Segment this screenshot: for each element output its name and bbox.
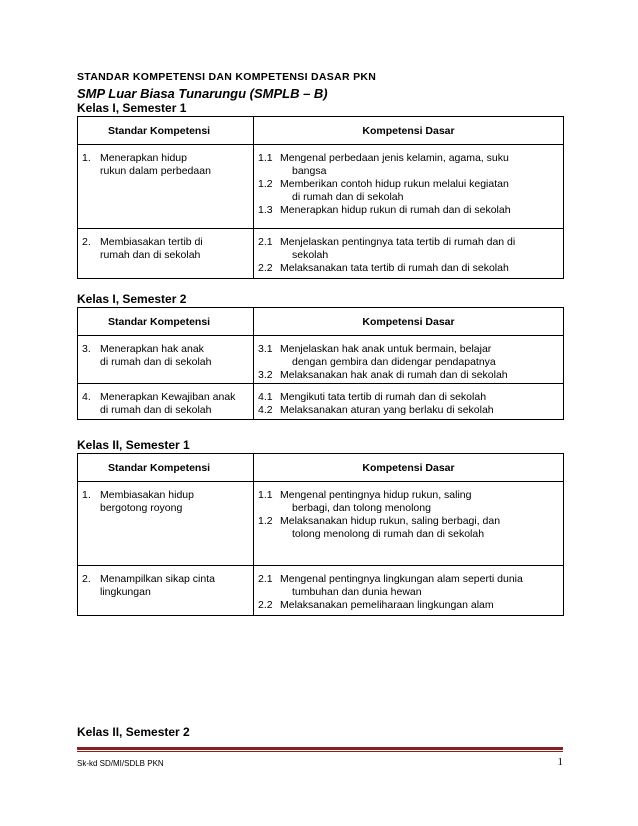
competency-table: [77, 116, 564, 279]
kd-text: Menjelaskan hak anak untuk bermain, belajar: [280, 343, 492, 355]
kd-indent: [258, 502, 280, 515]
table-header-row: [78, 117, 564, 145]
sk-indent: [82, 249, 100, 262]
sk-text: Menerapkan hidup: [100, 152, 187, 164]
table-row: [78, 384, 564, 420]
document-subtitle: SMP Luar Biasa Tunarungu (SMPLB – B): [77, 86, 328, 101]
sk-number: 1.: [82, 152, 91, 164]
section-heading: Kelas I, Semester 2: [77, 292, 187, 306]
kd-text: tolong menolong di rumah dan di sekolah: [292, 528, 485, 540]
kd-number: 2.1: [258, 573, 273, 585]
sk-text: di rumah dan di sekolah: [100, 356, 212, 368]
sk-text: Menampilkan sikap cinta: [100, 573, 215, 585]
kompetensi-dasar-cell: [254, 145, 564, 229]
competency-table: [77, 307, 564, 420]
kd-text: Menerapkan hidup rukun di rumah dan di sekolah: [280, 204, 511, 216]
kompetensi-dasar-cell: [254, 566, 564, 616]
kd-number: 1.2: [258, 178, 273, 190]
column-header-standar-kompetensi: Standar Kompetensi: [78, 308, 254, 336]
footer-divider: [77, 747, 563, 750]
column-header-kompetensi-dasar: Kompetensi Dasar: [254, 308, 564, 336]
sk-indent: [82, 502, 100, 515]
sk-text: rumah dan di sekolah: [100, 249, 201, 261]
kompetensi-dasar-cell: [254, 229, 564, 279]
sk-indent: [82, 586, 100, 599]
kd-text: bangsa: [292, 165, 327, 177]
kd-text: Melaksanakan hidup rukun, saling berbagi, dan: [280, 515, 501, 527]
kd-text: di rumah dan di sekolah: [292, 191, 404, 203]
kd-text: Menjelaskan pentingnya tata tertib di rumah dan di: [280, 236, 516, 248]
kd-indent: [258, 165, 280, 178]
kd-text: Memberikan contoh hidup rukun melalui kegiatan: [280, 178, 509, 190]
table-row: [78, 336, 564, 384]
kd-number: 1.1: [258, 152, 273, 164]
sk-text: Membiasakan hidup: [100, 489, 194, 501]
kd-indent: [258, 356, 280, 369]
sk-indent: [82, 404, 100, 417]
section-heading: Kelas I, Semester 1: [77, 101, 187, 115]
sk-text: bergotong royong: [100, 502, 183, 514]
table-row: [78, 566, 564, 616]
kd-text: Melaksanakan pemeliharaan lingkungan alam: [280, 599, 494, 611]
standar-kompetensi-cell: [78, 482, 254, 566]
sk-number: 2.: [82, 236, 91, 248]
sk-text: di rumah dan di sekolah: [100, 404, 212, 416]
kd-indent: [258, 249, 280, 262]
sk-text: Menerapkan Kewajiban anak: [100, 391, 236, 403]
kd-number: 2.2: [258, 599, 273, 611]
kd-number: 1.3: [258, 204, 273, 216]
kd-indent: [258, 528, 280, 541]
footer-label: Sk-kd SD/MI/SDLB PKN: [77, 759, 164, 768]
footer-divider-thin: [77, 751, 563, 752]
kd-text: tumbuhan dan dunia hewan: [292, 586, 422, 598]
sk-number: 1.: [82, 489, 91, 501]
kd-number: 4.1: [258, 391, 273, 403]
sk-text: Menerapkan hak anak: [100, 343, 204, 355]
sk-indent: [82, 165, 100, 178]
section-heading: Kelas II, Semester 1: [77, 438, 190, 452]
sk-text: rukun dalam perbedaan: [100, 165, 211, 177]
kd-text: Mengenal pentingnya hidup rukun, saling: [280, 489, 472, 501]
table-row: [78, 482, 564, 566]
kd-number: 2.2: [258, 262, 273, 274]
kd-number: 4.2: [258, 404, 273, 416]
kd-number: 3.2: [258, 369, 273, 381]
kd-text: Mengikuti tata tertib di rumah dan di sekolah: [280, 391, 487, 403]
kd-number: 3.1: [258, 343, 273, 355]
kd-number: 2.1: [258, 236, 273, 248]
section-heading-kelas-2-semester-2: Kelas II, Semester 2: [77, 725, 190, 739]
kd-text: Melaksanakan hak anak di rumah dan di sekolah: [280, 369, 508, 381]
kd-text: Melaksanakan aturan yang berlaku di sekolah: [280, 404, 494, 416]
competency-table: [77, 453, 564, 616]
kompetensi-dasar-cell: [254, 384, 564, 420]
standar-kompetensi-cell: [78, 566, 254, 616]
standar-kompetensi-cell: [78, 336, 254, 384]
table-row: [78, 229, 564, 279]
sk-number: 3.: [82, 343, 91, 355]
kd-text: Mengenal perbedaan jenis kelamin, agama, suku: [280, 152, 509, 164]
sk-text: lingkungan: [100, 586, 151, 598]
kd-indent: [258, 586, 280, 599]
kompetensi-dasar-cell: [254, 482, 564, 566]
table-header-row: [78, 454, 564, 482]
kompetensi-dasar-cell: [254, 336, 564, 384]
column-header-standar-kompetensi: Standar Kompetensi: [78, 454, 254, 482]
standar-kompetensi-cell: [78, 384, 254, 420]
kd-number: 1.1: [258, 489, 273, 501]
column-header-standar-kompetensi: Standar Kompetensi: [78, 117, 254, 145]
table-row: [78, 145, 564, 229]
standar-kompetensi-cell: [78, 229, 254, 279]
kd-text: Mengenal pentingnya lingkungan alam seperti dunia: [280, 573, 523, 585]
sk-text: Membiasakan tertib di: [100, 236, 203, 248]
kd-text: dengan gembira dan didengar pendapatnya: [292, 356, 496, 368]
kd-text: sekolah: [292, 249, 329, 261]
sk-number: 4.: [82, 391, 91, 403]
kd-indent: [258, 191, 280, 204]
column-header-kompetensi-dasar: Kompetensi Dasar: [254, 454, 564, 482]
kd-number: 1.2: [258, 515, 273, 527]
kd-text: Melaksanakan tata tertib di rumah dan di sekolah: [280, 262, 509, 274]
standar-kompetensi-cell: [78, 145, 254, 229]
document-title: STANDAR KOMPETENSI DAN KOMPETENSI DASAR PKN: [77, 71, 377, 83]
table-header-row: [78, 308, 564, 336]
sk-number: 2.: [82, 573, 91, 585]
kd-text: berbagi, dan tolong menolong: [292, 502, 431, 514]
page-number: 1: [557, 756, 563, 768]
column-header-kompetensi-dasar: Kompetensi Dasar: [254, 117, 564, 145]
sk-indent: [82, 356, 100, 369]
